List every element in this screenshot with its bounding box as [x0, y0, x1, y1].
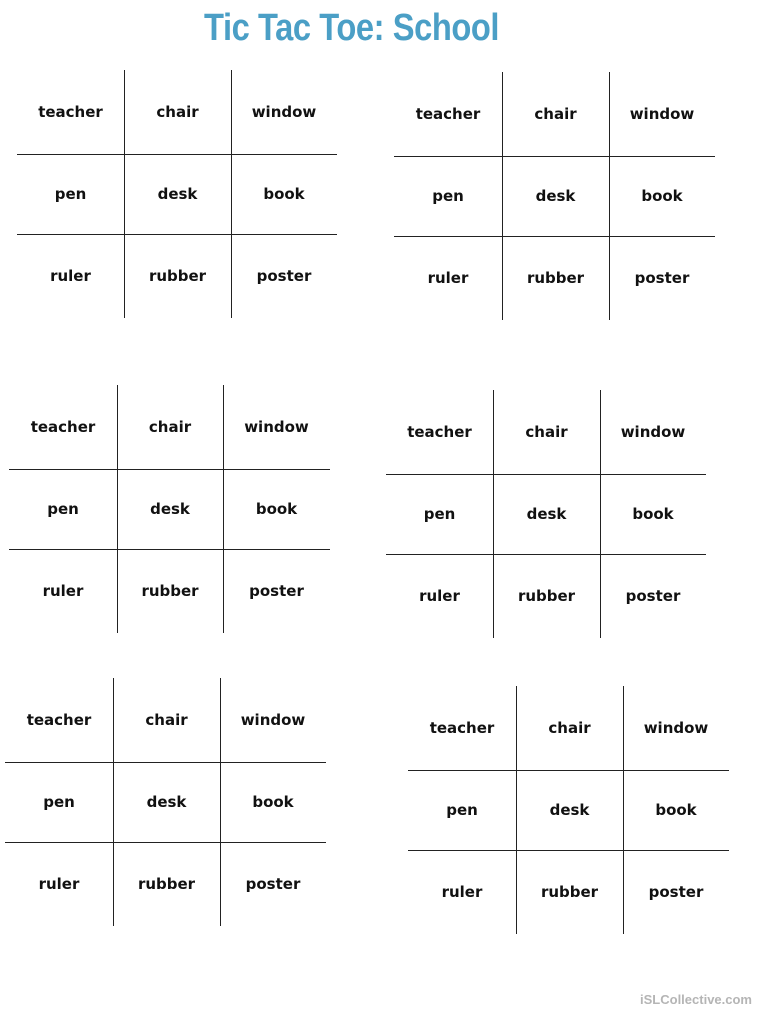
- page-title: Tic Tac Toe: School: [204, 7, 500, 49]
- grid-cell-word: rubber: [148, 267, 207, 285]
- grid-cell-word: desk: [150, 500, 190, 518]
- tic-tac-toe-board: [9, 385, 330, 633]
- grid-cell-word: chair: [525, 423, 568, 441]
- grid-cell-word: book: [655, 801, 697, 819]
- grid-cell-word: rubber: [141, 582, 199, 600]
- grid-cell-word: ruler: [50, 267, 91, 285]
- grid-cell-word: rubber: [526, 269, 585, 287]
- grid-cell-word: desk: [549, 801, 590, 819]
- grid-cell-word: ruler: [427, 269, 469, 287]
- grid-cell-word: teacher: [26, 711, 92, 729]
- grid-cell-word: pen: [43, 793, 75, 811]
- tic-tac-toe-board: [394, 72, 715, 320]
- grid-cell-word: chair: [548, 719, 591, 737]
- grid-cell-word: teacher: [429, 719, 495, 737]
- grid-cell-word: chair: [534, 105, 577, 123]
- grid-cell-word: teacher: [407, 423, 472, 441]
- grid-cell-word: book: [252, 793, 294, 811]
- grid-cell-word: window: [251, 103, 317, 121]
- grid-cell-word: desk: [526, 505, 567, 523]
- tic-tac-toe-board: [5, 678, 326, 926]
- grid-cell-word: book: [255, 500, 298, 518]
- grid-cell-word: ruler: [42, 582, 84, 600]
- grid-cell-word: poster: [634, 269, 690, 287]
- grid-cell-word: book: [632, 505, 674, 523]
- grid-cell-word: poster: [625, 587, 681, 605]
- tic-tac-toe-board: [386, 390, 706, 638]
- tic-tac-toe-board: [17, 70, 337, 318]
- grid-cell-word: book: [641, 187, 683, 205]
- grid-cell-word: poster: [648, 883, 704, 901]
- grid-cell-word: window: [620, 423, 686, 441]
- grid-cell-word: teacher: [415, 105, 481, 123]
- grid-cell-word: rubber: [540, 883, 599, 901]
- watermark: iSLCollective.com: [640, 992, 752, 1007]
- tic-tac-toe-board: [408, 686, 729, 934]
- grid-cell-word: chair: [145, 711, 188, 729]
- grid-cell-word: pen: [432, 187, 464, 205]
- grid-cell-word: teacher: [30, 418, 96, 436]
- grid-cell-word: pen: [47, 500, 79, 518]
- grid-cell-word: chair: [148, 418, 192, 436]
- grid-cell-word: pen: [446, 801, 478, 819]
- grid-cell-word: window: [629, 105, 695, 123]
- grid-cell-word: poster: [245, 875, 301, 893]
- grid-cell-word: teacher: [38, 103, 103, 121]
- grid-cell-word: desk: [146, 793, 187, 811]
- grid-cell-word: book: [263, 185, 305, 203]
- grid-cell-word: pen: [423, 505, 456, 523]
- grid-cell-word: rubber: [517, 587, 576, 605]
- grid-cell-word: pen: [54, 185, 87, 203]
- grid-cell-word: poster: [256, 267, 312, 285]
- grid-cell-word: desk: [157, 185, 198, 203]
- grid-cell-word: window: [240, 711, 306, 729]
- grid-cell-word: poster: [249, 582, 304, 600]
- grid-cell-word: ruler: [441, 883, 483, 901]
- grid-cell-word: rubber: [137, 875, 196, 893]
- grid-cell-word: chair: [156, 103, 199, 121]
- grid-cell-word: window: [244, 418, 309, 436]
- grid-cell-word: ruler: [38, 875, 80, 893]
- grid-cell-word: window: [643, 719, 709, 737]
- grid-cell-word: ruler: [419, 587, 460, 605]
- grid-cell-word: desk: [535, 187, 576, 205]
